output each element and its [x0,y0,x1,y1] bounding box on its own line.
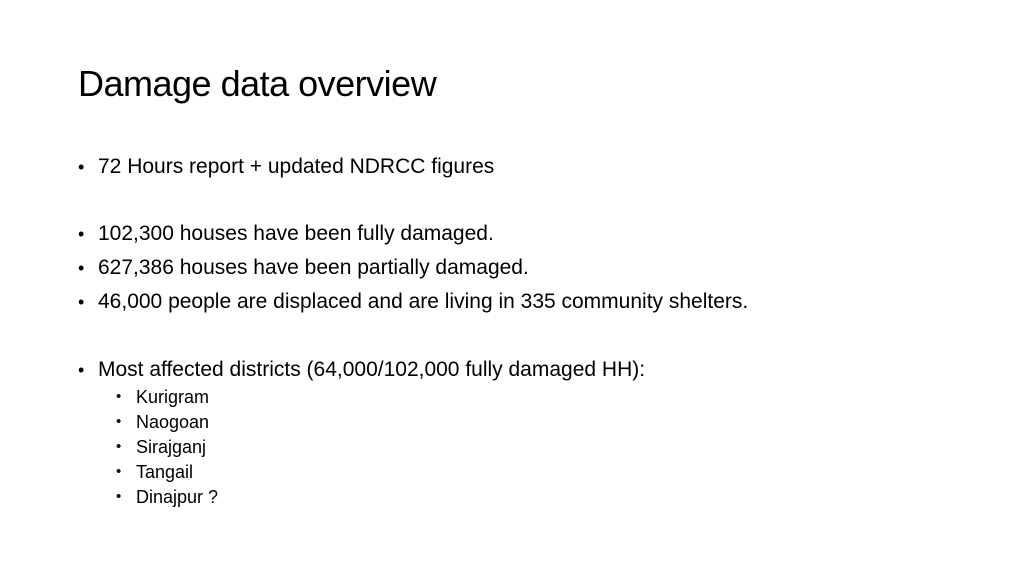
sub-bullet-marker: • [116,463,122,480]
bullet-marker: • [78,292,85,312]
sub-bullet-marker: • [116,438,122,455]
sub-bullet-marker: • [116,388,122,405]
district-text: Kurigram [136,387,210,407]
slide-title: Damage data overview [78,63,437,104]
bullet-marker: • [78,157,85,177]
bullet-marker: • [78,258,85,278]
bullet-text: 102,300 houses have been fully damaged. [98,222,494,245]
sub-bullet-marker: • [116,413,122,430]
sub-bullet-marker: • [116,488,122,505]
bullet-text: 627,386 houses have been partially damaged. [98,256,529,279]
district-text: Dinajpur ? [136,487,219,507]
bullet-text: 46,000 people are displaced and are living in 335 community shelters. [98,290,749,313]
bullet-text: Most affected districts (64,000/102,000 fully damaged HH): [98,358,646,381]
bullet-marker: • [78,360,85,380]
district-text: Sirajganj [136,437,207,457]
district-text: Tangail [136,462,194,482]
bullet-text: 72 Hours report + updated NDRCC figures [98,155,495,178]
district-text: Naogoan [136,412,210,432]
bullet-marker: • [78,224,85,244]
